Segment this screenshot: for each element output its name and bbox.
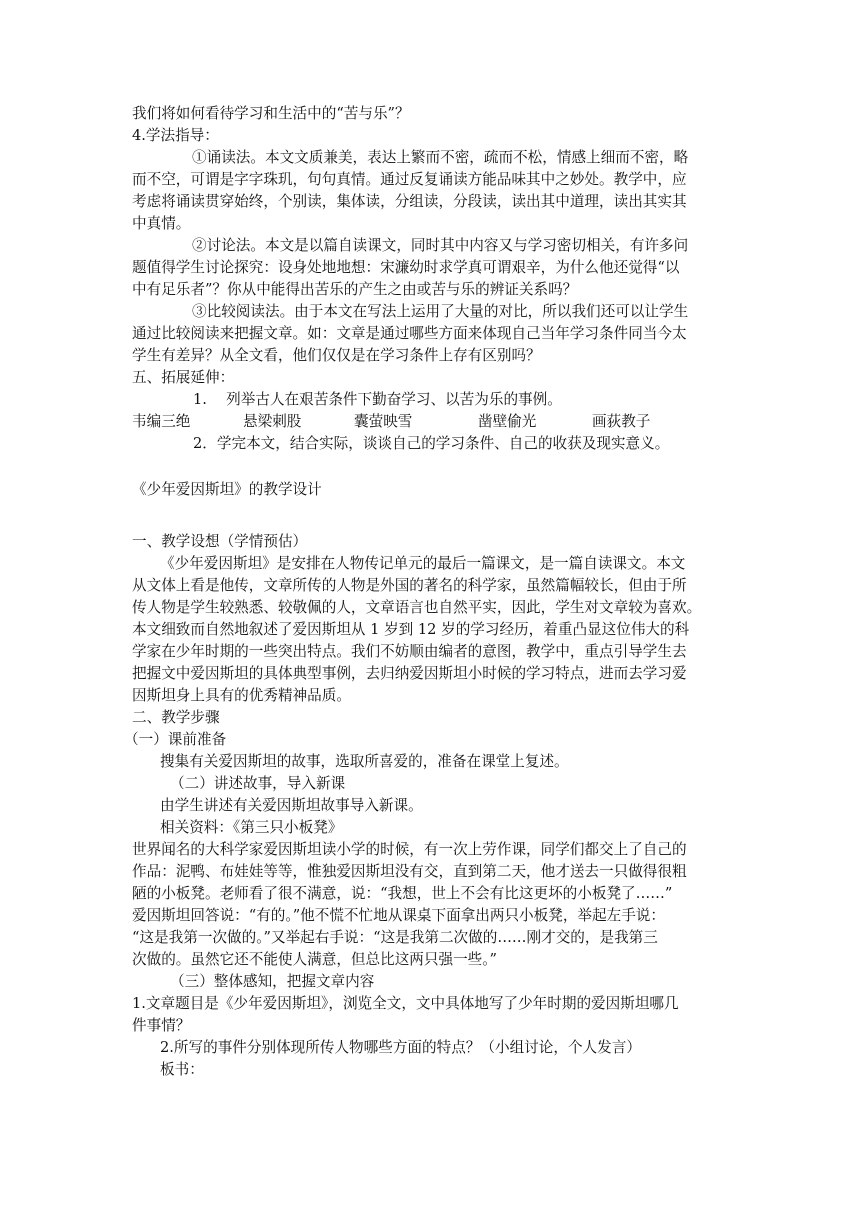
text-line: 陋的小板凳。老师看了很不满意，说：“我想，世上不会有比这更坏的小板凳了……” [132,885,673,902]
text-line: 世界闻名的大科学家爱因斯坦读小学的时候，有一次上劳作课，同学们都交上了自己的 [132,841,687,858]
section-heading: 二、教学步骤 [132,709,220,726]
text-line: 学家在少年时期的一些突出特点。我们不妨顺由编者的意图，教学中，重点引导学生去 [132,643,687,660]
text-line: “这是我第一次做的。”又举起右手说：“这是我第二次做的……刚才交的，是我第三 [132,929,658,946]
text-line: 把握文中爱因斯坦的具体典型事例，去归纳爱因斯坦小时候的学习特点，进而去学习爱 [132,665,687,682]
text-line: 4.学法指导： [132,127,219,144]
text-line: 题值得学生讨论探究：设身处地地想：宋濂幼时求学真可谓艰辛，为什么他还觉得“以 [132,259,680,276]
section-heading: 五、拓展延伸： [132,369,235,386]
text-line: 因斯坦身上具有的优秀精神品质。 [132,687,351,704]
text-line: 而不空，可谓是字字珠玑，句句真情。通过反复诵读方能品味其中之妙处。教学中，应 [132,171,687,188]
text-line: 从文体上看是他传，文章所传的人物是外国的著名的科学家，虽然篇幅较长，但由于所 [132,577,687,594]
subsection-heading: （三）整体感知，把握文章内容 [170,973,375,990]
text-line: 学生有差异？从全文看，他们仅仅是在学习条件上存有区别吗？ [132,347,541,364]
idiom-item: 韦编三绝 [132,413,191,430]
section-heading: 一、教学设想（学情预估） [132,533,308,550]
text-line: 本文细致而自然地叙述了爱因斯坦从 1 岁到 12 岁的学习经历，着重凸显这位伟大的科 [132,621,690,638]
text-line: 由学生讲述有关爱因斯坦故事导入新课。 [160,797,423,814]
idiom-item: 囊萤映雪 [354,413,413,430]
idiom-item: 悬梁刺股 [243,413,302,430]
subsection-heading: （一）课前准备 [124,731,227,748]
text-line: 通过比较阅读来把握文章。如：文章是通过哪些方面来体现自己当年学习条件同当今太 [132,325,687,342]
idiom-item: 凿壁偷光 [478,413,537,430]
text-line: ③比较阅读法。由于本文在写法上运用了大量的对比，所以我们还可以让学生 [192,303,689,320]
idiom-row [132,411,732,433]
text-line: 作品：泥鸭、布娃娃等等，惟独爱因斯坦没有交，直到第二天，他才送去一只做得很粗 [132,863,687,880]
text-line: 爱因斯坦回答说：“有的。”他不慌不忙地从课桌下面拿出两只小板凳，举起左手说： [132,907,665,924]
text-line: 次做的。虽然它还不能使人满意，但总比这两只强一些。” [132,951,498,968]
text-line: 板书： [160,1061,204,1078]
text-line: 考虑将诵读贯穿始终，个别读，集体读，分组读，分段读，读出其中道理，读出其实其 [132,193,687,210]
list-item: 2．学完本文，结合实际，谈谈自己的学习条件、自己的收获及现实意义。 [193,435,670,452]
text-line: 相关资料：《第三只小板凳》 [160,819,343,836]
text-line: 2.所写的事件分别体现所传人物哪些方面的特点？（小组讨论，个人发言） [160,1039,641,1056]
list-item: 1. 列举古人在艰苦条件下勤奋学习、以苦为乐的事例。 [193,391,562,408]
text-line: ①诵读法。本文文质兼美，表达上繁而不密，疏而不松，情感上细而不密，略 [192,149,689,166]
text-line: ②讨论法。本文是以篇自读课文，同时其中内容又与学习密切相关，有许多问 [192,237,689,254]
text-line: 件事情？ [132,1017,191,1034]
idiom-item: 画荻教子 [592,413,651,430]
text-line: 我们将如何看待学习和生活中的“苦与乐”？ [132,105,410,122]
text-line: 搜集有关爱因斯坦的故事，选取所喜爱的，准备在课堂上复述。 [160,753,569,770]
text-line: 中真情。 [132,215,191,232]
text-line: 中有足乐者”？你从中能得出苦乐的产生之由或苦与乐的辨证关系吗？ [132,281,578,298]
text-line: 1.文章题目是《少年爱因斯坦》，浏览全文，文中具体地写了少年时期的爱因斯坦哪几 [132,995,679,1012]
text-line: 《少年爱因斯坦》是安排在人物传记单元的最后一篇课文，是一篇自读课文。本文 [160,555,686,572]
document-title: 《少年爱因斯坦》的教学设计 [132,481,322,498]
subsection-heading: （二）讲述故事，导入新课 [170,775,346,792]
text-line: 传人物是学生较熟悉、较敬佩的人，文章语言也自然平实，因此，学生对文章较为喜欢。 [132,599,702,616]
